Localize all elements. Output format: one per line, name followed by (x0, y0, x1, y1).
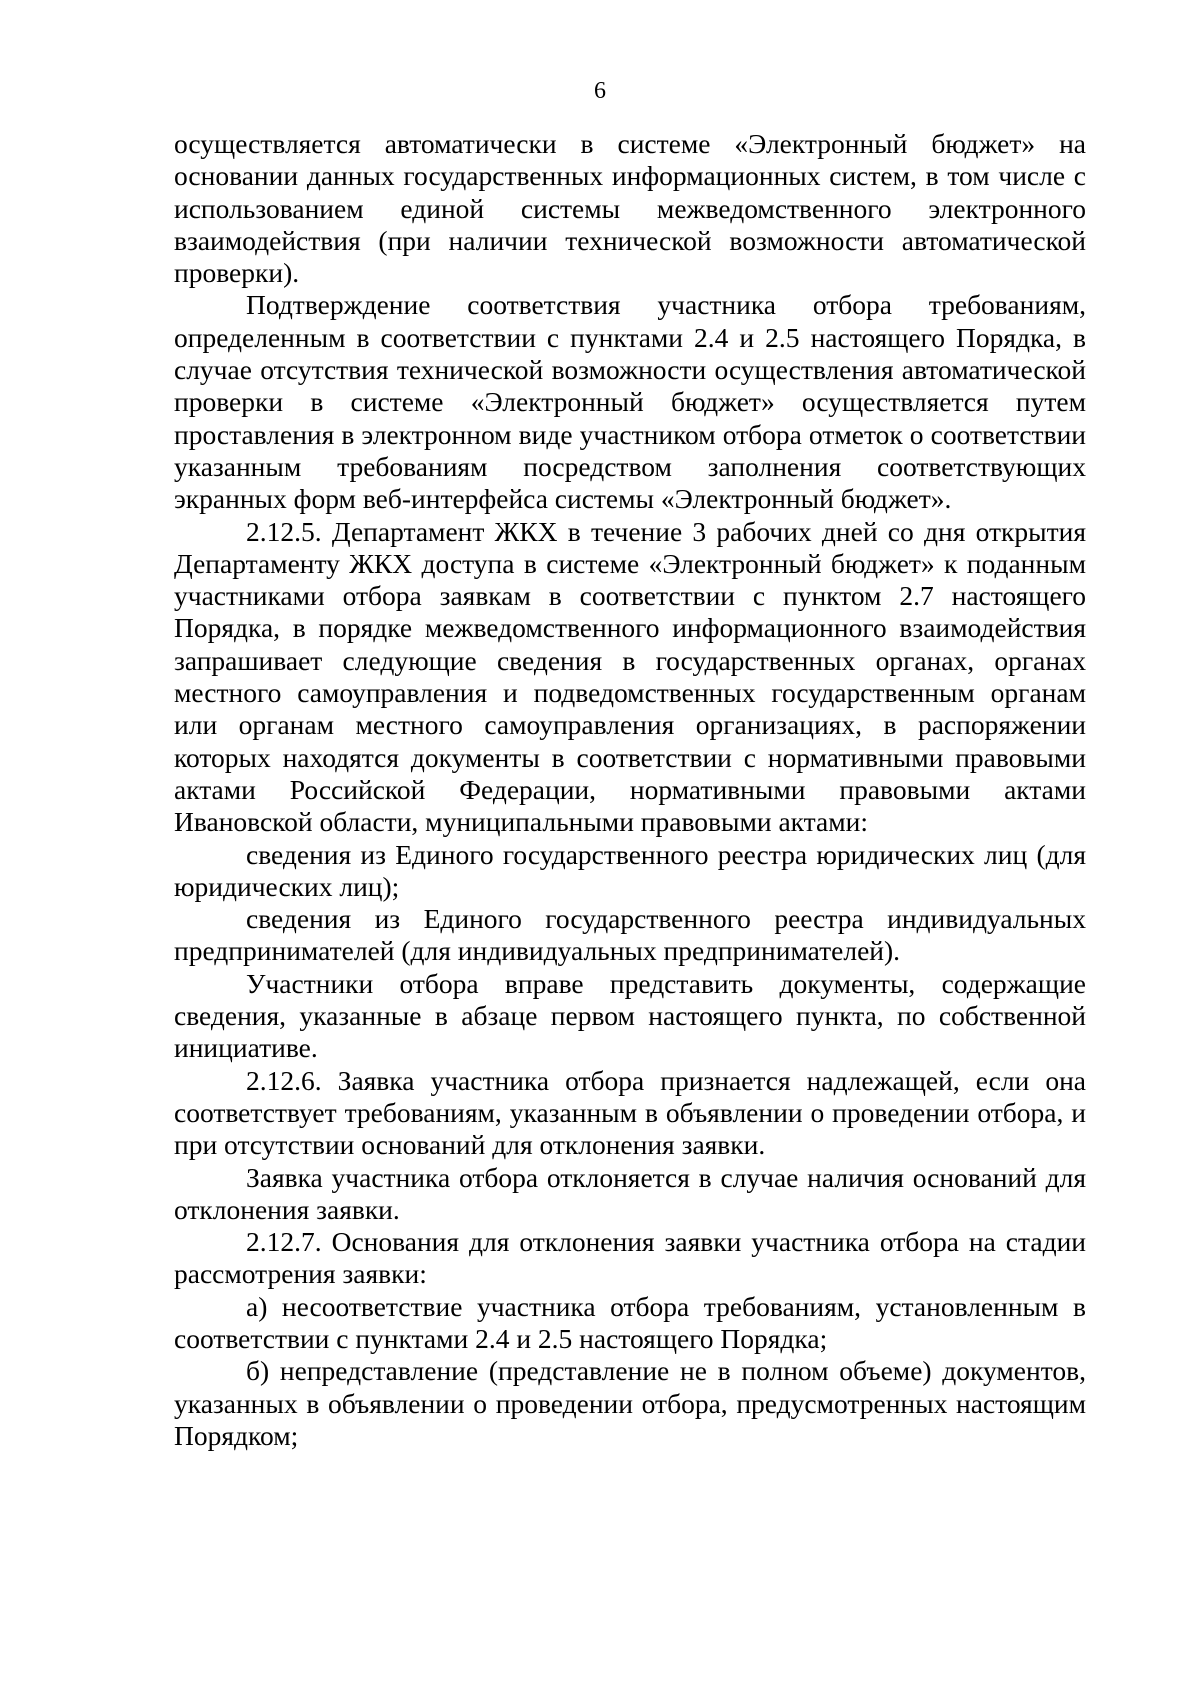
paragraph-2-12-6: 2.12.6. Заявка участника отбора признается надлежащей, если она соответствует требованиям, указанным в объявлении о проведении отбора, и при отсутствии оснований для отклонения заявки. (174, 1064, 1086, 1161)
page-number: 6 (594, 78, 606, 104)
paragraph-2-12-5: 2.12.5. Департамент ЖКХ в течение 3 рабочих дней со дня открытия Департаменту ЖКХ доступа в системе «Электронный бюджет» к поданным участниками отбора заявкам в соответствии с пунктом 2.7 настоящего Порядка, в порядке межведомственного информационного взаимодействия запрашивает следующие сведения в государственных органах, органах местного самоуправления и подведомственных государственным органам или органам местного самоуправления организациях, в распоряжении которых находятся документы в соответствии с нормативными правовыми актами Российской Федерации, нормативными правовыми актами Ивановской области, муниципальными правовыми актами: (174, 515, 1086, 838)
paragraph-egrip: сведения из Единого государственного реестра индивидуальных предпринимателей (для индивидуальных предпринимателей). (174, 903, 1086, 967)
paragraph-confirmation: Подтверждение соответствия участника отбора требованиям, определенным в соответствии с пунктами 2.4 и 2.5 настоящего Порядка, в случае отсутствия технической возможности осуществления автоматической проверки в системе «Электронный бюджет» осуществляется путем проставления в электронном виде участником отбора отметок о соответствии указанным требованиям посредством заполнения соответствующих экранных форм веб-интерфейса системы «Электронный бюджет». (174, 289, 1086, 515)
paragraph-2-12-7: 2.12.7. Основания для отклонения заявки участника отбора на стадии рассмотрения заявки: (174, 1226, 1086, 1290)
paragraph-continuation: осуществляется автоматически в системе «Электронный бюджет» на основании данных государственных информационных систем, в том числе с использованием единой системы межведомственного электронного взаимодействия (при наличии технической возможности автоматической проверки). (174, 128, 1086, 289)
paragraph-rejection: Заявка участника отбора отклоняется в случае наличия оснований для отклонения заявки. (174, 1161, 1086, 1225)
document-body (174, 128, 1086, 1452)
list-item-b: б) непредставление (представление не в полном объеме) документов, указанных в объявлении о проведении отбора, предусмотренных настоящим Порядком; (174, 1355, 1086, 1451)
paragraph-own-initiative: Участники отбора вправе представить документы, содержащие сведения, указанные в абзаце первом настоящего пункта, по собственной инициативе. (174, 967, 1086, 1064)
paragraph-egrul: сведения из Единого государственного реестра юридических лиц (для юридических лиц); (174, 838, 1086, 902)
list-item-a: а) несоответствие участника отбора требованиям, установленным в соответствии с пунктами 2.4 и 2.5 настоящего Порядка; (174, 1290, 1086, 1354)
